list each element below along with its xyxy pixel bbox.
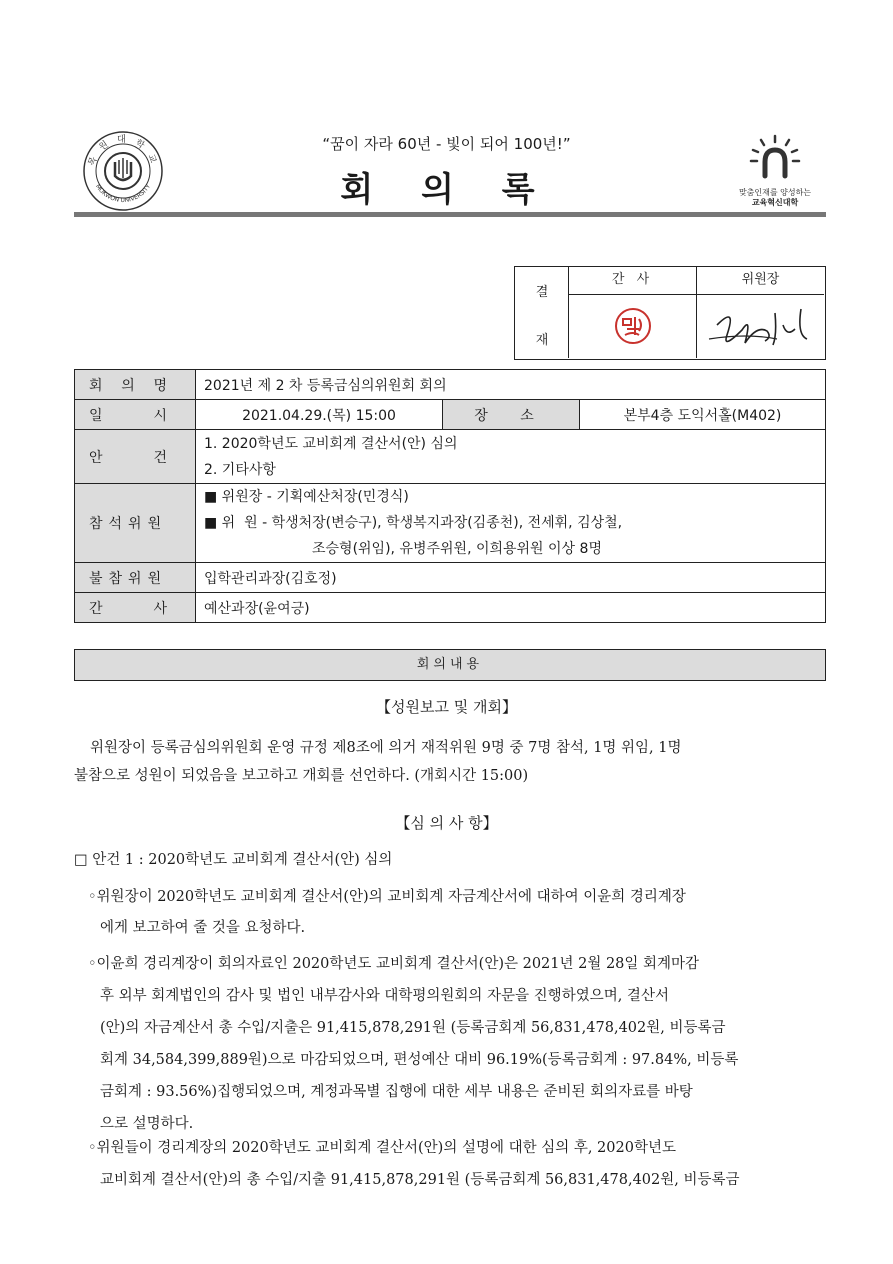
approval-label-bottom: 재 — [535, 333, 549, 348]
attendees-list — [196, 484, 826, 563]
chair-signature — [697, 295, 824, 358]
logo-tagline-2: 교육혁신대학 — [751, 198, 799, 207]
section-opening-title: 【성원보고 및 개회】 — [376, 698, 517, 716]
paragraph-line: ◦위원장이 2020학년도 교비회계 결산서(안)의 교비회계 자금계산서에 대하여 이윤희 경리계장 — [88, 889, 686, 905]
secretary-stamp — [569, 295, 697, 358]
paragraph-line: 에게 보고하여 줄 것을 요청하다. — [100, 920, 306, 936]
innovation-university-logo — [735, 130, 815, 210]
paragraph-line: 후 외부 회계법인의 감사 및 법인 내부감사와 대학평의원회의 자문을 진행하였으며, 결산서 — [100, 988, 669, 1004]
absent-value: 입학관리과장(김호정) — [196, 563, 826, 593]
section-deliberation-title: 【심 의 사 항】 — [395, 814, 498, 832]
date-label: 일 시 — [75, 400, 196, 430]
header-divider — [74, 212, 826, 217]
agenda1-heading: □ 안건 1 : 2020학년도 교비회계 결산서(안) 심의 — [74, 852, 393, 868]
meeting-info-table — [74, 369, 826, 623]
seal-korean-text: 목 원 대 학 교 — [87, 135, 159, 168]
secretary-value: 예산과장(윤여긍) — [196, 593, 826, 623]
paragraph-line: 위원장이 등록금심의위원회 운영 규정 제8조에 의거 재적위원 9명 중 7명 참석, 1명 위임, 1명 — [90, 740, 682, 756]
approval-label-cell — [515, 267, 569, 358]
paragraph-line: ◦위원들이 경리계장의 2020학년도 교비회계 결산서(안)의 설명에 대한 심의 후, 2020학년도 — [88, 1140, 676, 1156]
agenda-label: 안 건 — [75, 430, 196, 484]
slogan: “꿈이 자라 60년 - 빛이 되어 100년!” — [322, 135, 571, 153]
place-label: 장 소 — [443, 400, 580, 430]
approval-col-secretary: 간 사 — [611, 272, 654, 287]
place-value: 본부4층 도익서홀(M402) — [580, 400, 826, 430]
paragraph-line: 불참으로 성원이 되었음을 보고하고 개회를 선언하다. (개회시간 15:00) — [74, 768, 529, 784]
meeting-name-label: 회 의 명 — [75, 370, 196, 400]
attendees-line: ■ 위원장 - 기획예산처장(민경식) — [204, 489, 409, 505]
bullet-paragraph-3 — [88, 1132, 740, 1196]
paragraph-line: (안)의 자금계산서 총 수입/지출은 91,415,878,291원 (등록금회계 56,831,478,402원, 비등록금 — [100, 1020, 726, 1036]
absent-label: 불참위원 — [75, 563, 196, 593]
document-title: 회 의 록 — [340, 170, 553, 210]
approval-label-top: 결 — [535, 285, 549, 300]
attendees-label: 참석위원 — [75, 484, 196, 563]
bullet-paragraph-2 — [88, 948, 738, 1140]
paragraph-line: 교비회계 결산서(안)의 총 수입/지출 91,415,878,291원 (등록금회계 56,831,478,402원, 비등록금 — [100, 1172, 740, 1188]
agenda-item: 2. 기타사항 — [204, 461, 276, 478]
seal-english-text: MOKWON UNIVERSITY — [93, 183, 152, 205]
paragraph-line: 금회계 : 93.56%)집행되었으며, 계정과목별 집행에 대한 세부 내용은 준비된 회의자료를 바탕 — [100, 1084, 693, 1100]
meeting-content-bar: 회의내용 — [74, 649, 826, 681]
approval-box — [514, 266, 826, 360]
meeting-name-value: 2021년 제 2 차 등록금심의위원회 회의 — [196, 370, 826, 400]
paragraph-line: ◦이윤희 경리계장이 회의자료인 2020학년도 교비회계 결산서(안)은 2021년 2월 28일 회계마감 — [88, 956, 700, 972]
agenda-list — [196, 430, 826, 484]
date-value: 2021.04.29.(목) 15:00 — [196, 400, 443, 430]
opening-paragraph — [74, 734, 682, 790]
approval-col-chair: 위원장 — [741, 272, 780, 287]
paragraph-line: 회계 34,584,399,889원)으로 마감되었으며, 편성예산 대비 96.19%(등록금회계 : 97.84%, 비등록 — [100, 1052, 739, 1068]
attendees-line: ■ 위 원 - 학생처장(변승구), 학생복지과장(김종천), 전세휘, 김상철, — [204, 515, 623, 531]
bullet-paragraph-1 — [88, 882, 686, 944]
secretary-label: 간 사 — [75, 593, 196, 623]
agenda-item: 1. 2020학년도 교비회계 결산서(안) 심의 — [204, 435, 458, 452]
attendees-line: 조승형(위임), 유병주위원, 이희용위원 이상 8명 — [312, 541, 602, 557]
logo-tagline-1: 맞춤인재를 양성하는 — [738, 188, 812, 197]
paragraph-line: 으로 설명하다. — [100, 1116, 194, 1132]
